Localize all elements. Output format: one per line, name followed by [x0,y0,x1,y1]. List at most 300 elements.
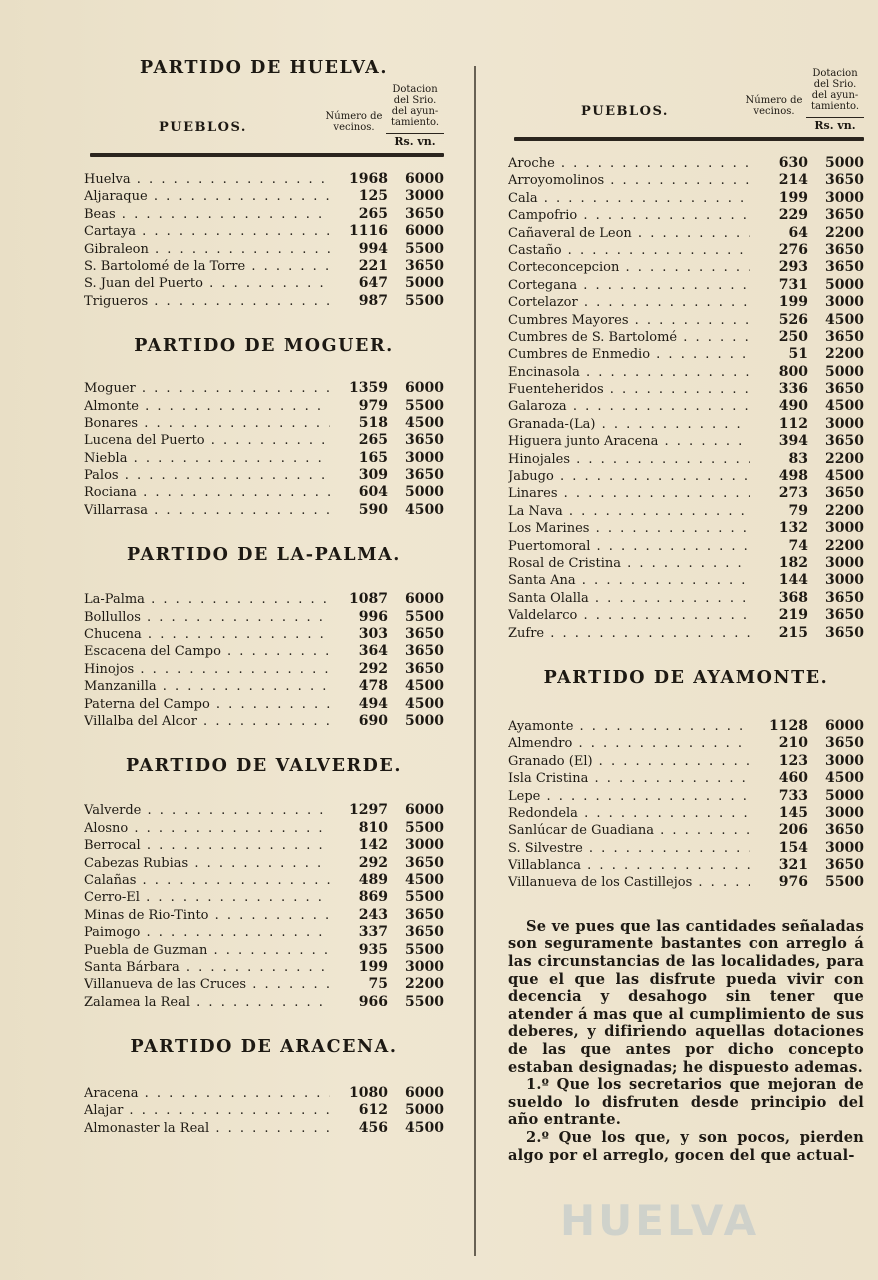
town-name: Cumbres Mayores . . . [508,313,750,328]
table-row [84,258,444,275]
table-row [84,855,444,872]
header-pueblos: PUEBLOS. [581,104,669,119]
town-name: Cerro-El . . . [84,890,330,905]
table-row [84,450,444,467]
dotacion-value: 3650 [405,626,444,643]
vecinos-count: 733 [778,787,808,804]
table-row [84,206,444,223]
town-name: Sanlúcar de Guadiana . . . [508,823,750,838]
dotacion-value: 6000 [825,717,864,734]
table-row [508,607,864,624]
vecinos-count: 51 [788,346,808,363]
dotacion-value: 4500 [825,468,864,485]
table-row [508,242,864,259]
dotacion-value: 3650 [405,660,444,677]
vecinos-count: 647 [358,275,388,292]
vecinos-count: 590 [358,501,388,518]
town-name: Villanueva de las Cruces . . . [84,977,330,992]
header-numero-vecinos: Número de vecinos. [325,111,383,133]
town-list [84,380,444,519]
vecinos-count: 364 [358,643,388,660]
table-row [508,555,864,572]
table-row [508,520,864,537]
dotacion-value: 2200 [825,450,864,467]
table-row [84,293,444,310]
vecinos-count: 199 [778,189,808,206]
dotacion-value: 3650 [825,607,864,624]
table-row [84,643,444,660]
vecinos-count: 243 [358,906,388,923]
dotacion-value: 2200 [405,976,444,993]
vecinos-count: 612 [358,1102,388,1119]
table-row [508,225,864,242]
vecinos-count: 800 [778,363,808,380]
paragraph-3: 2.º Que los que, y son pocos, pierden algo por el arreglo, gocen del que actual- [508,1128,864,1164]
town-name: Almonte . . . [84,399,330,414]
dotacion-value: 3650 [405,467,444,484]
table-row [84,467,444,484]
right-column [508,62,864,1164]
table-row [84,223,444,240]
body-text [508,918,864,1164]
vecinos-count: 276 [778,241,808,258]
dotacion-value: 5500 [405,240,444,257]
table-row [508,770,864,787]
vecinos-count: 630 [778,155,808,171]
vecinos-count: 996 [358,608,388,625]
town-name: S. Silvestre . . . [508,841,750,856]
vecinos-count: 229 [778,207,808,224]
vecinos-count: 368 [778,589,808,606]
town-name: Paimogo . . . [84,925,330,940]
table-row [508,857,864,874]
table-row [84,802,444,819]
table-row [84,432,444,449]
dotacion-value: 4500 [405,501,444,518]
table-row [84,591,444,608]
table-row [84,696,444,713]
table-row [508,433,864,450]
town-name: Valdelarco . . . [508,608,750,623]
table-row [84,713,444,730]
dotacion-value: 4500 [405,414,444,431]
dotacion-value: 3650 [405,854,444,871]
town-name: Moguer . . . [84,381,330,396]
town-name: Santa Ana . . . [508,573,750,588]
dotacion-value: 3000 [405,958,444,975]
vecinos-count: 498 [778,468,808,485]
town-name: Corteconcepcion . . . [508,260,750,275]
vecinos-count: 987 [358,292,388,309]
table-row [508,822,864,839]
dotacion-value: 3000 [825,572,864,589]
table-row [508,346,864,363]
dotacion-value: 3000 [825,839,864,856]
section-title: PARTIDO DE LA-PALMA. [127,545,401,566]
vecinos-count: 206 [778,822,808,839]
vecinos-count: 1128 [769,717,808,734]
vecinos-count: 1116 [349,223,388,240]
dotacion-value: 3000 [825,752,864,769]
town-list [84,171,444,310]
vecinos-count: 214 [778,172,808,189]
header-rule [90,153,444,157]
dotacion-value: 3000 [825,189,864,206]
dotacion-value: 4500 [405,1119,444,1136]
vecinos-count: 144 [778,572,808,589]
section-title: PARTIDO DE MOGUER. [134,336,394,357]
header-rule [514,137,864,141]
table-row [508,805,864,822]
town-name: Cartaya . . . [84,224,330,239]
dotacion-value: 3650 [405,257,444,274]
dotacion-value: 3650 [405,924,444,941]
town-name: Almonaster la Real . . . [84,1121,330,1136]
town-name: Trigueros . . . [84,294,330,309]
dotacion-value: 3650 [825,822,864,839]
vecinos-count: 132 [778,520,808,537]
vecinos-count: 994 [358,240,388,257]
vecinos-count: 460 [778,770,808,787]
town-name: Calañas . . . [84,873,330,888]
dotacion-value: 3650 [405,906,444,923]
table-row [84,820,444,837]
table-row [84,275,444,292]
table-row [84,994,444,1011]
town-name: Niebla . . . [84,451,330,466]
vecinos-count: 219 [778,607,808,624]
vecinos-count: 1087 [349,591,388,608]
header-rs-vn: Rs. vn. [806,117,864,131]
dotacion-value: 3650 [825,241,864,258]
vecinos-count: 518 [358,414,388,431]
dotacion-value: 5500 [405,397,444,414]
vecinos-count: 210 [778,735,808,752]
header-dotacion [806,68,864,131]
header-dotacion-label: Dotacion del Srio. del ayun- tamiento. [390,84,440,128]
dotacion-value: 3650 [405,643,444,660]
vecinos-count: 979 [358,397,388,414]
vecinos-count: 1968 [349,171,388,187]
vecinos-count: 64 [788,224,808,241]
vecinos-count: 123 [778,752,808,769]
table-row [84,380,444,397]
town-name: Berrocal . . . [84,838,330,853]
table-row [84,1120,444,1137]
dotacion-value: 3000 [405,188,444,205]
table-row [84,661,444,678]
dotacion-value: 3650 [825,485,864,502]
table-row [84,837,444,854]
table-row [508,874,864,891]
dotacion-value: 3650 [825,735,864,752]
table-row [508,735,864,752]
table-row [508,381,864,398]
dotacion-value: 5500 [405,993,444,1010]
dotacion-value: 6000 [405,171,444,187]
town-name: Galaroza . . . [508,399,750,414]
dotacion-value: 3650 [825,328,864,345]
table-row [84,484,444,501]
dotacion-value: 4500 [825,398,864,415]
town-name: Villanueva de los Castillejos . . . [508,875,750,890]
vecinos-count: 182 [778,554,808,571]
dotacion-value: 6000 [405,223,444,240]
dotacion-value: 3650 [825,624,864,641]
dotacion-value: 5500 [405,819,444,836]
column-divider [474,66,476,1256]
dotacion-value: 3000 [825,520,864,537]
town-name: Cumbres de Enmedio . . . [508,347,750,362]
town-name: S. Juan del Puerto . . . [84,276,330,291]
dotacion-value: 4500 [405,871,444,888]
dotacion-value: 5000 [405,484,444,501]
town-name: Ayamonte . . . [508,719,750,734]
table-row [508,538,864,555]
dotacion-value: 4500 [825,770,864,787]
dotacion-value: 3000 [405,449,444,466]
vecinos-count: 265 [358,205,388,222]
table-row [508,312,864,329]
vecinos-count: 336 [778,381,808,398]
dotacion-value: 6000 [405,591,444,608]
table-row [84,907,444,924]
vecinos-count: 83 [788,450,808,467]
table-row [508,155,864,172]
vecinos-count: 79 [788,502,808,519]
section-title-ayamonte: PARTIDO DE AYAMONTE. [543,667,829,688]
vecinos-count: 935 [358,941,388,958]
town-name: Los Marines . . . [508,521,750,536]
town-list [84,591,444,730]
vecinos-count: 303 [358,626,388,643]
vecinos-count: 690 [358,712,388,729]
dotacion-value: 5000 [405,712,444,729]
vecinos-count: 215 [778,624,808,641]
town-name: La Nava . . . [508,504,750,519]
town-name: Minas de Rio-Tinto . . . [84,908,330,923]
table-row [508,398,864,415]
dotacion-value: 5500 [405,292,444,309]
town-name: Arroyomolinos . . . [508,173,750,188]
dotacion-value: 4500 [825,311,864,328]
table-row [508,294,864,311]
vecinos-count: 1297 [349,802,388,819]
town-name: Cumbres de S. Bartolomé . . . [508,330,750,345]
table-row [84,678,444,695]
town-name: Villablanca . . . [508,858,750,873]
header-dotacion-label: Dotacion del Srio. del ayun- tamiento. [810,68,860,112]
table-row [84,959,444,976]
table-row [84,924,444,941]
vecinos-count: 154 [778,839,808,856]
vecinos-count: 494 [358,695,388,712]
vecinos-count: 221 [358,257,388,274]
town-name: Cortelazor . . . [508,295,750,310]
dotacion-value: 6000 [405,802,444,819]
vecinos-count: 478 [358,678,388,695]
dotacion-value: 3000 [825,554,864,571]
header-dotacion [386,84,444,147]
table-row [508,753,864,770]
table-row [508,625,864,642]
town-list [84,802,444,1011]
town-name: Jabugo . . . [508,469,750,484]
town-name: Santa Bárbara . . . [84,960,330,975]
dotacion-value: 5500 [405,608,444,625]
table-row [84,188,444,205]
town-name: Fuenteheridos . . . [508,382,750,397]
town-name: Encinasola . . . [508,365,750,380]
vecinos-count: 810 [358,819,388,836]
vecinos-count: 112 [778,415,808,432]
town-name: Cortegana . . . [508,278,750,293]
town-name: Rosal de Cristina . . . [508,556,750,571]
dotacion-value: 2200 [825,346,864,363]
table-row [508,416,864,433]
table-row [508,718,864,735]
town-name: Paterna del Campo . . . [84,697,330,712]
town-name: Aroche . . . [508,156,750,171]
town-name: Campofrio . . . [508,208,750,223]
dotacion-value: 3650 [825,589,864,606]
vecinos-count: 292 [358,854,388,871]
dotacion-value: 5000 [405,275,444,292]
table-row [84,1102,444,1119]
town-name: Gibraleon . . . [84,242,330,257]
town-name: Rociana . . . [84,485,330,500]
section-title: PARTIDO DE HUELVA. [139,58,389,78]
town-list [84,1085,444,1137]
town-name: Manzanilla . . . [84,679,330,694]
town-name: Valverde . . . [84,803,330,818]
vecinos-count: 293 [778,259,808,276]
dotacion-value: 5000 [825,155,864,171]
dotacion-value: 3650 [405,432,444,449]
town-name: Puertomoral . . . [508,539,750,554]
town-name: Santa Olalla . . . [508,591,750,606]
vecinos-count: 966 [358,993,388,1010]
vecinos-count: 199 [778,294,808,311]
header-pueblos: PUEBLOS. [159,120,247,135]
vecinos-count: 125 [358,188,388,205]
dotacion-value: 5500 [825,874,864,891]
archive-watermark: HUELVA [560,1196,760,1245]
town-name: La-Palma . . . [84,592,330,607]
dotacion-value: 2200 [825,537,864,554]
dotacion-value: 5000 [825,363,864,380]
town-name: Cañaveral de Leon . . . [508,226,750,241]
table-row [508,468,864,485]
table-row [508,503,864,520]
vecinos-count: 976 [778,874,808,891]
town-name: Linares . . . [508,486,750,501]
dotacion-value: 3650 [825,381,864,398]
town-name: Palos . . . [84,468,330,483]
header-rs-vn: Rs. vn. [386,133,444,147]
vecinos-count: 869 [358,889,388,906]
vecinos-count: 250 [778,328,808,345]
dotacion-value: 3650 [825,433,864,450]
vecinos-count: 199 [358,958,388,975]
table-row [84,241,444,258]
table-row [508,277,864,294]
vecinos-count: 456 [358,1119,388,1136]
dotacion-value: 4500 [405,678,444,695]
town-name: Villarrasa . . . [84,503,330,518]
vecinos-count: 526 [778,311,808,328]
paragraph-2: 1.º Que los secretarios que mejoran de sueldo lo disfruten desde principio del año entrante. [508,1076,864,1129]
vecinos-count: 394 [778,433,808,450]
dotacion-value: 3000 [825,415,864,432]
vecinos-count: 273 [778,485,808,502]
dotacion-value: 5000 [825,787,864,804]
table-row [508,207,864,224]
paragraph-1: Se ve pues que las cantidades señaladas son seguramente bastantes con arreglo á las circunstancias de las localidades, para que el que las disfrute pueda vivir con decencia y desahogo sin tener que atender á mas que al cumplimiento de sus deberes, y difiriendo aquellas dotaciones de las que antes por dicho concepto estaban designadas; he dispuesto ademas. [508,917,864,1076]
left-column [84,58,444,1137]
vecinos-count: 309 [358,467,388,484]
dotacion-value: 6000 [405,380,444,397]
town-name: Alosno . . . [84,821,330,836]
table-row [508,329,864,346]
town-name: Isla Cristina . . . [508,771,750,786]
vecinos-count: 731 [778,276,808,293]
table-row [508,788,864,805]
dotacion-value: 4500 [405,695,444,712]
town-name: Escacena del Campo . . . [84,644,330,659]
town-name: Puebla de Guzman . . . [84,943,330,958]
vecinos-count: 145 [778,804,808,821]
table-row [84,171,444,188]
town-name: Cala . . . [508,191,750,206]
table-row [508,172,864,189]
town-name: Hinojos . . . [84,662,330,677]
town-name: Alajar . . . [84,1103,330,1118]
town-name: Lucena del Puerto . . . [84,433,330,448]
dotacion-value: 3650 [825,172,864,189]
vecinos-count: 337 [358,924,388,941]
town-name: Almendro . . . [508,736,750,751]
table-row [508,590,864,607]
table-row [84,942,444,959]
dotacion-value: 3000 [825,294,864,311]
dotacion-value: 5000 [405,1102,444,1119]
vecinos-count: 142 [358,837,388,854]
table-row [84,609,444,626]
table-row [508,364,864,381]
aracena-continued-list [508,155,864,642]
vecinos-count: 75 [368,976,388,993]
town-name: Villalba del Alcor . . . [84,714,330,729]
vecinos-count: 1080 [349,1085,388,1102]
vecinos-count: 74 [788,537,808,554]
table-row [84,872,444,889]
vecinos-count: 1359 [349,380,388,397]
dotacion-value: 5500 [405,889,444,906]
table-row [84,415,444,432]
vecinos-count: 489 [358,871,388,888]
table-row [508,451,864,468]
vecinos-count: 490 [778,398,808,415]
dotacion-value: 5000 [825,276,864,293]
town-name: Huelva . . . [84,172,330,187]
vecinos-count: 265 [358,432,388,449]
dotacion-value: 3650 [825,857,864,874]
dotacion-value: 2200 [825,502,864,519]
section-title: PARTIDO DE ARACENA. [130,1037,398,1058]
ayamonte-list [508,718,864,892]
dotacion-value: 2200 [825,224,864,241]
